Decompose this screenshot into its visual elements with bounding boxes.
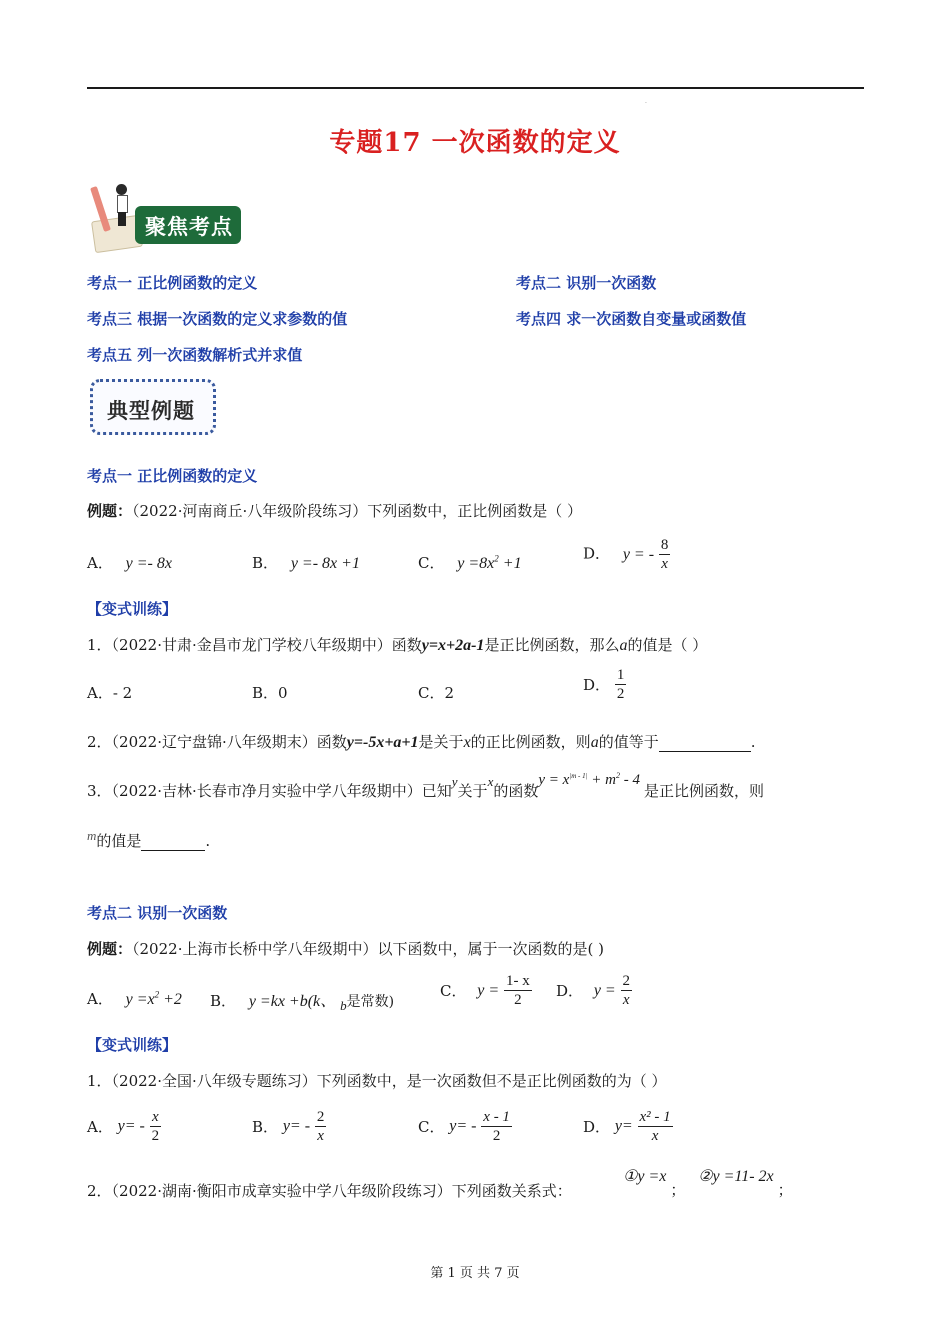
option-label: C．	[418, 554, 445, 572]
s1-option-d[interactable]	[583, 536, 670, 573]
s2-option-d[interactable]: D． y = $\frac{2}{x}$	[556, 973, 630, 1008]
typical-examples-label: 典型例题	[107, 399, 195, 423]
focus-points-label-box	[135, 206, 241, 244]
example-text: （2022·河南商丘·八年级阶段练习）下列函数中，正比例函数是（ ）	[132, 502, 582, 520]
s2-option-b[interactable]: B． y =kx +b(k、 b是常数)	[210, 992, 395, 1013]
s1-option-b[interactable]	[252, 552, 360, 573]
section2-example: 例题：（2022·上海市长桥中学八年级期中）以下函数中，属于一次函数的是( )	[87, 940, 604, 958]
option-math: y =8x	[457, 555, 495, 572]
s2-option-a[interactable]: A． $y =x^2 +2$	[87, 989, 182, 1008]
option-math: y =- 8x +1	[290, 555, 360, 572]
kaodian-1[interactable]: 考点一 正比例函数的定义	[87, 274, 258, 292]
page-footer: 第 1 页 共 7 页	[430, 1266, 520, 1281]
option-label: D．	[583, 544, 611, 563]
s2q2-items: ①y =x； ②y =11- 2x；	[623, 1168, 793, 1199]
option-math: y = -	[622, 545, 655, 563]
section1-heading: 考点一 正比例函数的定义	[87, 467, 258, 485]
s1q1-option-a[interactable]: A．- 2	[87, 684, 133, 702]
kaodian-5[interactable]: 考点五 列一次函数解析式并求值	[87, 346, 303, 364]
kaodian-3[interactable]: 考点三 根据一次函数的定义求参数的值	[87, 310, 348, 328]
s2-variant-label: 【变式训练】	[87, 1036, 178, 1054]
option-math-tail: +1	[498, 555, 522, 572]
kaodian-4[interactable]: 考点四 求一次函数自变量或函数值	[516, 310, 747, 328]
option-math: y =- 8x	[125, 555, 172, 572]
example-label: 例题：	[87, 502, 133, 520]
s1-question-2: 2．（2022·辽宁盘锦·八年级期末）函数y=-5x+a+1是关于x的正比例函数，则a的值等于 .	[87, 733, 756, 751]
s2q1-option-a[interactable]: A． y= - $\frac{x}{2}$	[87, 1109, 160, 1144]
option-label: B．	[252, 554, 279, 572]
s2-option-c[interactable]: C． y = $\frac{1- x}{2}$	[440, 973, 530, 1008]
s1-question-3-cont: m的值是 .	[87, 828, 211, 850]
s2q1-option-b[interactable]: B． y= - $\frac{2}{x}$	[252, 1109, 325, 1144]
focus-points-label: 聚焦考点	[145, 215, 233, 239]
s1q1-option-b[interactable]: B．0	[252, 684, 288, 702]
s1-option-a[interactable]	[87, 552, 172, 573]
s1-variant-label: 【变式训练】	[87, 600, 178, 618]
s2q1-option-c[interactable]: C． y= - $\frac{x - 1}{2}$	[418, 1109, 510, 1144]
typical-examples-badge	[90, 379, 216, 435]
s2q1-option-d[interactable]: D． y= $\frac{\text{x² - 1}}{x}$	[583, 1109, 671, 1144]
section1-example	[87, 500, 582, 521]
s1-question-1: 1．（2022·甘肃·金昌市龙门学校八年级期中）函数y=x+2a-1是正比例函数，那么a的值是（ ）	[87, 636, 708, 654]
s2-question-1: 1．（2022·全国·八年级专题练习）下列函数中，是一次函数但不是正比例函数的为（ ）	[87, 1072, 667, 1090]
section2-heading: 考点二 识别一次函数	[87, 904, 228, 922]
student-illustration	[113, 184, 129, 226]
answer-blank[interactable]	[659, 733, 751, 752]
option-label: A．	[87, 554, 113, 572]
option-sup: 2	[494, 553, 499, 564]
header-dot: .	[645, 98, 647, 105]
focus-points-badge	[87, 182, 245, 252]
s1-option-c[interactable]	[418, 552, 522, 573]
s1q1-option-d[interactable]: D． $\frac{1}{2}$	[583, 667, 625, 702]
kaodian-2[interactable]: 考点二 识别一次函数	[516, 274, 657, 292]
option-fraction: $\frac{8}{x}$	[660, 537, 669, 572]
answer-blank[interactable]	[141, 832, 205, 851]
s1-question-3: 3．（2022·吉林·长春市净月实验中学八年级期中）已知y关于x的函数$y = x^{|m - 1|} + m^2 - 4$是正比例函数，则	[87, 771, 765, 800]
s1q1-option-c[interactable]: C．2	[418, 684, 455, 702]
s2-question-2: 2．（2022·湖南·衡阳市成章实验中学八年级阶段练习）下列函数关系式：	[87, 1182, 572, 1200]
header-rule	[87, 87, 864, 89]
page-title: 专题17 一次函数的定义	[329, 128, 621, 158]
